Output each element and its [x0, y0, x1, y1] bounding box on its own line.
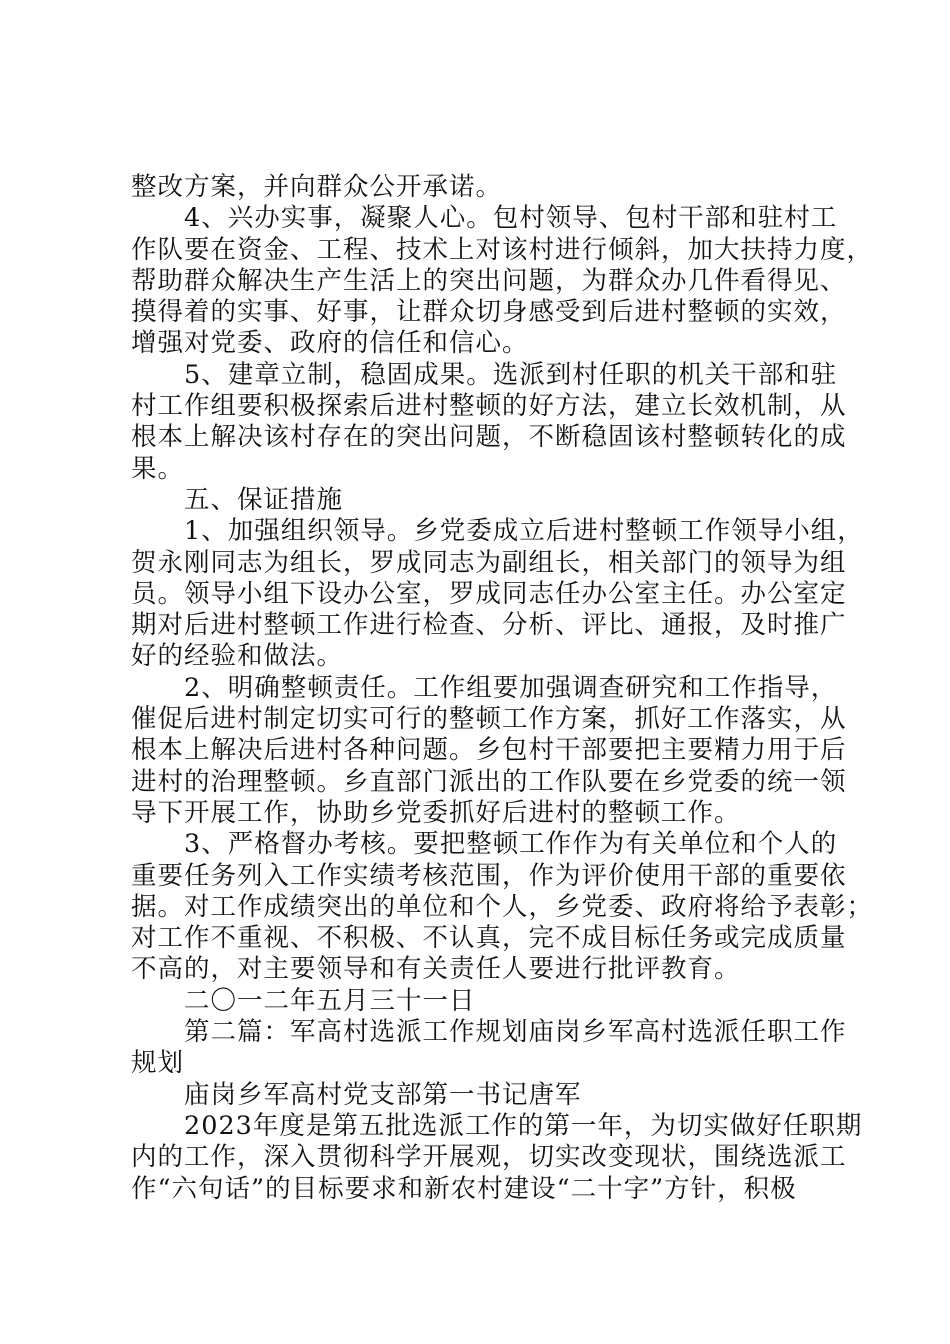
- text-line: 作队要在资金、工程、技术上对该村进行倾斜，加大扶持力度，: [131, 234, 874, 265]
- text-line: 增强对党委、政府的信任和信心。: [131, 328, 529, 359]
- document-body: [131, 172, 874, 1205]
- text-line: 对工作不重视、不积极、不认真，完不成目标任务或完成质量: [131, 923, 847, 954]
- chapter-title: 规划: [131, 1048, 185, 1079]
- text-line: 2、明确整顿责任。工作组要加强调查研究和工作指导，: [184, 672, 838, 703]
- text-line: 2023年度是第五批选派工作的第一年，为切实做好任职期: [184, 1110, 863, 1141]
- author-line: 庙岗乡军高村党支部第一书记唐军: [184, 1079, 582, 1110]
- text-line: 根本上解决该村存在的突出问题，不断稳固该村整顿转化的成: [131, 422, 847, 453]
- text-line: 5、建章立制，稳固成果。选派到村任职的机关干部和驻: [184, 359, 838, 390]
- chapter-title: 第二篇：军高村选派工作规划庙岗乡军高村选派任职工作: [184, 1017, 847, 1048]
- text-line: 贺永刚同志为组长，罗成同志为副组长，相关部门的领导为组: [131, 547, 847, 578]
- text-line: 1、加强组织领导。乡党委成立后进村整顿工作领导小组，: [184, 516, 864, 547]
- text-line: 导下开展工作，协助乡党委抓好后进村的整顿工作。: [131, 797, 741, 828]
- text-line: 据。对工作成绩突出的单位和个人，乡党委、政府将给予表彰；: [131, 891, 874, 922]
- text-line: 内的工作，深入贯彻科学开展观，切实改变现状，围绕选派工: [131, 1142, 847, 1173]
- text-line: 进村的治理整顿。乡直部门派出的工作队要在乡党委的统一领: [131, 766, 847, 797]
- text-line: 根本上解决后进村各种问题。乡包村干部要把主要精力用于后: [131, 735, 847, 766]
- text-line: 期对后进村整顿工作进行检查、分析、评比、通报，及时推广: [131, 610, 847, 641]
- text-line: 帮助群众解决生产生活上的突出问题，为群众办几件看得见、: [131, 265, 847, 296]
- text-line: 不高的，对主要领导和有关责任人要进行批评教育。: [131, 954, 741, 985]
- text-line: 果。: [131, 453, 185, 484]
- section-heading: 五、保证措施: [184, 484, 344, 515]
- text-line: 摸得着的实事、好事，让群众切身感受到后进村整顿的实效，: [131, 297, 847, 328]
- text-line: 村工作组要积极探索后进村整顿的好方法，建立长效机制，从: [131, 391, 847, 422]
- text-line: 好的经验和做法。: [131, 641, 344, 672]
- text-line: 作“六句话”的目标要求和新农村建设“二十字”方针，积极: [131, 1173, 797, 1204]
- date-line: 二〇一二年五月三十一日: [184, 985, 476, 1016]
- text-line: 4、兴办实事，凝聚人心。包村领导、包村干部和驻村工: [184, 203, 838, 234]
- text-line: 员。领导小组下设办公室，罗成同志任办公室主任。办公室定: [131, 578, 847, 609]
- text-line: 整改方案，并向群众公开承诺。: [131, 172, 503, 202]
- text-line: 催促后进村制定切实可行的整顿工作方案，抓好工作落实，从: [131, 704, 847, 735]
- text-line: 3、严格督办考核。要把整顿工作作为有关单位和个人的: [184, 829, 838, 860]
- text-line: 重要任务列入工作实绩考核范围，作为评价使用干部的重要依: [131, 860, 847, 891]
